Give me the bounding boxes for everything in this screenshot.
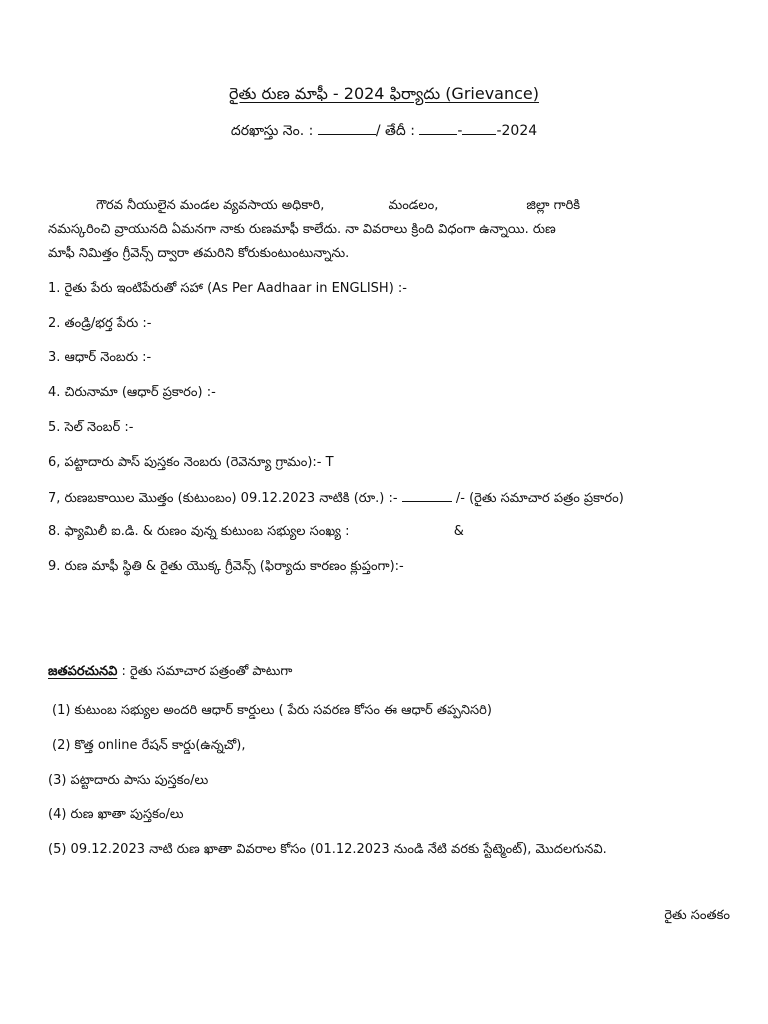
- loan-amount-suffix: /- (రైతు సమాచార పత్రం ప్రకారం): [455, 491, 624, 506]
- salutation-line-1: [48, 194, 734, 218]
- enclosure-item: (3) పట్టాదారు పాసు పుస్తకం/లు: [48, 773, 209, 788]
- field-father-husband-name: 2. తండ్రి/భర్త పేరు :-: [48, 316, 152, 331]
- enclosures-heading: [48, 664, 292, 682]
- application-number-line: దరఖాస్తు నెం. : / తేదీ : - -2024: [230, 123, 538, 139]
- application-number-blank: [318, 122, 376, 135]
- farmer-signature-label: రైతు సంతకం: [664, 908, 730, 923]
- field-aadhaar-number: 3. ఆధార్ నెంబరు :-: [48, 350, 152, 365]
- salutation-district: జిల్లా గారికి: [526, 198, 581, 213]
- salutation-line-2: నమస్కరించి వ్రాయునది ఏమనగా నాకు రుణమాఫీ కాలేదు. నా వివరాలు క్రింది విధంగా ఉన్నాయి. రుణ: [48, 222, 556, 237]
- family-id-label: 8. ఫ్యామిలీ ఐ.డి. & రుణం వున్న కుటుంబ సభ్యుల సంఖ్య :: [48, 524, 350, 539]
- salutation-officer: గౌరవ నీయులైన మండల వ్యవసాయ అధికారి,: [96, 198, 325, 213]
- enclosure-item: (5) 09.12.2023 నాటి రుణ ఖాతా వివరాల కోసం (01.12.2023 నుండి నేటి వరకు స్టేట్మెంట్), మొదలగునవి.: [48, 842, 607, 857]
- salutation-line-3: మాఫీ నిమిత్తం గ్రీవెన్స్ ద్వారా తమరిని కోరుకుంటుంటున్నాను.: [48, 246, 350, 261]
- year-suffix: -2024: [496, 123, 538, 139]
- page-title: [0, 84, 768, 107]
- salutation-mandal: మండలం,: [388, 198, 439, 213]
- loan-amount-label: 7, రుణబకాయిల మొత్తం (కుటుంబం) 09.12.2023 నాటికి (రూ.) :-: [48, 491, 398, 506]
- application-label: దరఖాస్తు నెం. :: [230, 123, 314, 139]
- loan-amount-blank: [402, 489, 452, 502]
- field-family-id: [48, 524, 464, 542]
- field-passbook-number: 6, పట్టాదారు పాస్ పుస్తకం నెంబరు (రెవెన్యూ గ్రామం):- T: [48, 455, 334, 470]
- field-cell-number: 5. సెల్ నెంబర్ :-: [48, 420, 134, 435]
- date-month-blank: [462, 122, 496, 135]
- field-farmer-name: 1. రైతు పేరు ఇంటిపేరుతో సహా (As Per Aadhaar in ENGLISH) :-: [48, 281, 407, 296]
- enclosure-item: (1) కుటుంబ సభ్యుల అందరి ఆధార్ కార్డులు ( పేరు సవరణ కోసం ఈ ఆధార్ తప్పనిసరి): [52, 703, 492, 718]
- enclosure-item: (4) రుణ ఖాతా పుస్తకం/లు: [48, 807, 184, 822]
- field-loan-amount: [48, 489, 624, 509]
- title-text: రైతు రుణ మాఫీ - 2024 ఫిర్యాదు (Grievance): [229, 84, 539, 103]
- enclosures-heading-label: జతపరచునవి: [48, 664, 118, 679]
- enclosure-item: (2) కొత్త online రేషన్ కార్డు(ఉన్నచో),: [52, 738, 246, 753]
- date-day-blank: [419, 122, 457, 135]
- field-address: 4. చిరునామా (ఆధార్ ప్రకారం) :-: [48, 385, 216, 400]
- date-label: / తేదీ :: [375, 123, 415, 139]
- enclosures-heading-rest: : రైతు సమాచార పత్రంతో పాటుగా: [121, 664, 293, 679]
- field-grievance-status: 9. రుణ మాఫీ స్థితి & రైతు యొక్క గ్రీవెన్స్ (ఫిర్యాదు కారణం క్లుప్తంగా):-: [48, 559, 404, 574]
- family-id-ampersand: &: [453, 524, 464, 539]
